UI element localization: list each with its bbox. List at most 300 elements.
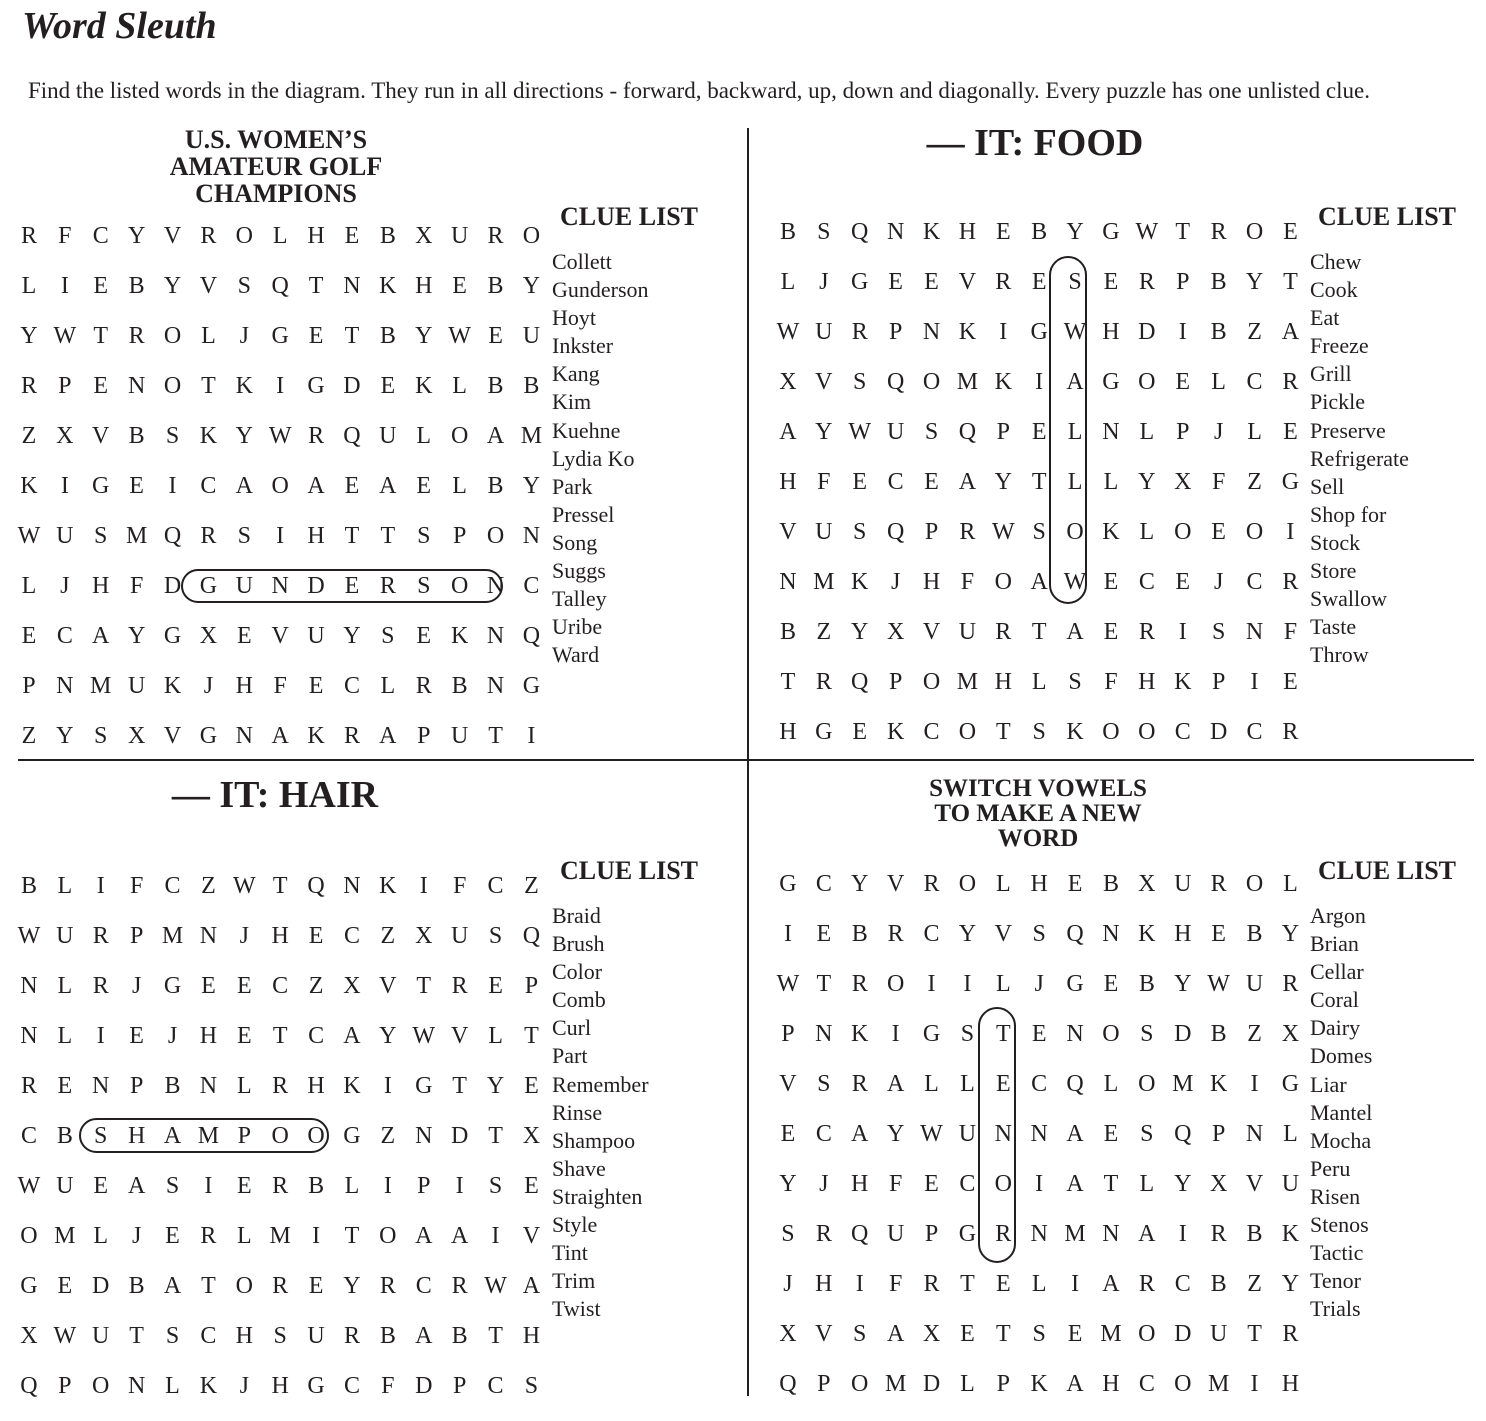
grid-letter[interactable]: O (1245, 519, 1264, 545)
grid-letter[interactable]: T (524, 1023, 539, 1049)
grid-letter[interactable]: E (1103, 971, 1119, 997)
grid-letter[interactable]: P (237, 1123, 251, 1149)
grid-letter[interactable]: L (21, 573, 37, 599)
grid-letter[interactable]: G (199, 573, 218, 599)
grid-letter[interactable]: S (165, 423, 180, 449)
grid-letter[interactable]: J (1034, 971, 1044, 997)
grid-letter[interactable]: Y (127, 623, 146, 649)
grid-letter[interactable]: H (415, 273, 433, 299)
grid-letter[interactable]: O (1138, 719, 1156, 745)
grid-letter[interactable]: H (815, 1271, 833, 1297)
grid-letter[interactable]: Q (343, 423, 361, 449)
grid-letter[interactable]: N (127, 373, 146, 399)
grid-letter[interactable]: S (165, 1323, 180, 1349)
grid-letter[interactable]: A (486, 423, 505, 449)
grid-letter[interactable]: J (60, 573, 70, 599)
grid-letter[interactable]: P (888, 319, 903, 345)
grid-letter[interactable]: N (779, 569, 797, 595)
grid-letter[interactable]: R (487, 223, 504, 249)
grid-letter[interactable]: K (199, 1373, 218, 1399)
grid-letter[interactable]: G (851, 269, 869, 295)
grid-letter[interactable]: B (451, 1323, 468, 1349)
grid-letter[interactable]: B (487, 473, 504, 499)
grid-letter[interactable]: S (853, 369, 867, 395)
grid-letter[interactable]: M (813, 569, 835, 595)
grid-letter[interactable]: S (1211, 619, 1226, 645)
grid-letter[interactable]: A (779, 419, 797, 445)
grid-letter[interactable]: L (57, 873, 73, 899)
grid-letter[interactable]: N (1102, 419, 1120, 445)
grid-letter[interactable]: U (92, 1323, 110, 1349)
grid-letter[interactable]: R (451, 973, 468, 999)
grid-letter[interactable]: A (886, 1071, 905, 1097)
grid-letter[interactable]: U (379, 423, 397, 449)
grid-letter[interactable]: D (450, 1123, 469, 1149)
grid-letter[interactable]: M (269, 1223, 291, 1249)
grid-letter[interactable]: T (93, 323, 109, 349)
grid-letter[interactable]: I (419, 873, 428, 899)
grid-letter[interactable]: E (93, 373, 109, 399)
grid-letter[interactable]: O (1102, 719, 1120, 745)
grid-letter[interactable]: C (1138, 1371, 1155, 1397)
grid-letter[interactable]: L (1139, 1171, 1155, 1197)
grid-letter[interactable]: H (779, 719, 797, 745)
grid-letter[interactable]: I (276, 373, 285, 399)
grid-letter[interactable]: J (1213, 419, 1224, 445)
grid-letter[interactable]: R (995, 619, 1012, 645)
grid-letter[interactable]: Q (958, 419, 977, 445)
grid-letter[interactable]: V (815, 1321, 833, 1347)
grid-letter[interactable]: E (780, 1121, 796, 1147)
grid-letter[interactable]: C (887, 469, 904, 495)
grid-letter[interactable]: M (54, 1223, 76, 1249)
grid-letter[interactable]: L (995, 971, 1011, 997)
grid-letter[interactable]: N (1066, 1021, 1084, 1047)
grid-letter[interactable]: H (127, 1123, 146, 1149)
grid-letter[interactable]: C (200, 473, 217, 499)
grid-letter[interactable]: N (415, 1123, 433, 1149)
grid-letter[interactable]: Q (1174, 1121, 1192, 1147)
grid-letter[interactable]: P (58, 373, 72, 399)
grid-letter[interactable]: H (994, 669, 1012, 695)
grid-letter[interactable]: S (1068, 669, 1082, 695)
grid-letter[interactable]: M (1064, 1221, 1086, 1247)
grid-letter[interactable]: P (817, 1371, 831, 1397)
grid-letter[interactable]: F (129, 873, 144, 899)
grid-letter[interactable]: N (20, 1023, 38, 1049)
grid-letter[interactable]: I (455, 1173, 464, 1199)
grid-letter[interactable]: C (1246, 369, 1263, 395)
grid-letter[interactable]: W (1207, 971, 1230, 997)
grid-letter[interactable]: A (127, 1173, 146, 1199)
grid-letter[interactable]: V (779, 1071, 797, 1097)
grid-letter[interactable]: O (235, 223, 253, 249)
grid-letter[interactable]: E (344, 223, 360, 249)
grid-letter[interactable]: E (416, 623, 432, 649)
grid-letter[interactable]: R (20, 373, 37, 399)
grid-letter[interactable]: Z (1247, 1271, 1262, 1297)
grid-letter[interactable]: H (1102, 1371, 1120, 1397)
grid-letter[interactable]: K (20, 473, 38, 499)
grid-letter[interactable]: R (995, 269, 1012, 295)
grid-letter[interactable]: B (164, 1073, 181, 1099)
grid-letter[interactable]: X (1174, 469, 1192, 495)
grid-letter[interactable]: U (235, 573, 253, 599)
grid-letter[interactable]: Y (958, 921, 977, 947)
grid-letter[interactable]: U (450, 723, 469, 749)
grid-letter[interactable]: F (888, 1171, 903, 1197)
grid-letter[interactable]: T (995, 1321, 1011, 1347)
grid-letter[interactable]: E (1031, 419, 1047, 445)
grid-letter[interactable]: E (129, 473, 144, 499)
grid-letter[interactable]: K (1138, 921, 1156, 947)
grid-letter[interactable]: Y (779, 1171, 797, 1197)
grid-letter[interactable]: X (886, 619, 905, 645)
grid-letter[interactable]: C (343, 673, 360, 699)
grid-letter[interactable]: G (815, 719, 833, 745)
grid-letter[interactable]: L (1067, 469, 1083, 495)
grid-letter[interactable]: S (817, 219, 831, 245)
grid-letter[interactable]: B (128, 1273, 145, 1299)
grid-letter[interactable]: E (816, 921, 832, 947)
grid-letter[interactable]: D (343, 373, 361, 399)
grid-letter[interactable]: D (922, 1371, 941, 1397)
grid-letter[interactable]: V (92, 423, 110, 449)
grid-letter[interactable]: E (344, 573, 360, 599)
grid-letter[interactable]: X (20, 1323, 38, 1349)
grid-letter[interactable]: N (92, 1073, 110, 1099)
grid-letter[interactable]: H (307, 1073, 325, 1099)
grid-letter[interactable]: S (237, 523, 251, 549)
grid-letter[interactable]: V (1245, 1171, 1264, 1197)
grid-letter[interactable]: K (1066, 719, 1084, 745)
grid-letter[interactable]: O (851, 1371, 869, 1397)
grid-letter[interactable]: C (487, 1373, 504, 1399)
grid-letter[interactable]: T (416, 973, 432, 999)
grid-letter[interactable]: R (128, 323, 145, 349)
grid-letter[interactable]: K (1209, 1071, 1228, 1097)
grid-letter[interactable]: J (167, 1023, 178, 1049)
grid-letter[interactable]: R (451, 1273, 468, 1299)
grid-letter[interactable]: R (1210, 871, 1227, 897)
grid-letter[interactable]: N (522, 523, 541, 549)
grid-letter[interactable]: U (450, 923, 469, 949)
grid-letter[interactable]: O (1066, 519, 1084, 545)
grid-letter[interactable]: C (164, 873, 181, 899)
grid-letter[interactable]: N (271, 573, 289, 599)
grid-letter[interactable]: C (815, 1121, 832, 1147)
grid-letter[interactable]: W (17, 523, 41, 549)
grid-letter[interactable]: L (93, 1223, 109, 1249)
grid-letter[interactable]: I (1035, 1171, 1044, 1197)
grid-letter[interactable]: R (308, 423, 325, 449)
grid-letter[interactable]: I (1178, 319, 1187, 345)
grid-letter[interactable]: Q (163, 523, 182, 549)
grid-letter[interactable]: G (163, 623, 182, 649)
grid-letter[interactable]: O (1174, 519, 1192, 545)
grid-letter[interactable]: E (1175, 369, 1191, 395)
grid-letter[interactable]: C (1031, 1071, 1048, 1097)
grid-letter[interactable]: N (486, 623, 505, 649)
grid-letter[interactable]: U (886, 1221, 905, 1247)
grid-letter[interactable]: H (522, 1323, 541, 1349)
grid-letter[interactable]: O (307, 1123, 325, 1149)
grid-letter[interactable]: R (1210, 1221, 1227, 1247)
grid-letter[interactable]: E (995, 1271, 1011, 1297)
grid-letter[interactable]: R (343, 723, 360, 749)
grid-letter[interactable]: N (127, 1373, 146, 1399)
grid-letter[interactable]: T (344, 323, 360, 349)
grid-letter[interactable]: B (20, 873, 37, 899)
grid-letter[interactable]: O (1245, 871, 1264, 897)
grid-letter[interactable]: L (1211, 369, 1226, 395)
grid-letter[interactable]: N (486, 673, 505, 699)
grid-letter[interactable]: V (199, 273, 218, 299)
grid-letter[interactable]: O (450, 423, 469, 449)
grid-letter[interactable]: L (1031, 1271, 1047, 1297)
grid-letter[interactable]: E (924, 1171, 939, 1197)
grid-letter[interactable]: S (524, 1373, 539, 1399)
grid-letter[interactable]: F (1104, 669, 1118, 695)
grid-letter[interactable]: X (779, 1321, 797, 1347)
grid-letter[interactable]: W (232, 873, 256, 899)
grid-letter[interactable]: N (886, 219, 905, 245)
grid-letter[interactable]: E (308, 1273, 324, 1299)
grid-letter[interactable]: B (523, 373, 540, 399)
grid-letter[interactable]: P (417, 723, 431, 749)
grid-letter[interactable]: N (1030, 1121, 1048, 1147)
grid-letter[interactable]: V (994, 921, 1012, 947)
grid-letter[interactable]: W (412, 1023, 436, 1049)
grid-letter[interactable]: O (886, 971, 905, 997)
grid-letter[interactable]: V (522, 1223, 541, 1249)
grid-letter[interactable]: R (272, 1173, 289, 1199)
grid-letter[interactable]: C (1246, 569, 1263, 595)
grid-letter[interactable]: T (129, 1323, 144, 1349)
grid-letter[interactable]: X (127, 723, 146, 749)
grid-letter[interactable]: P (996, 1371, 1010, 1397)
grid-letter[interactable]: Z (380, 923, 396, 949)
grid-letter[interactable]: B (1031, 219, 1048, 245)
grid-letter[interactable]: Y (20, 323, 38, 349)
grid-letter[interactable]: K (1030, 1371, 1048, 1397)
grid-letter[interactable]: E (416, 473, 432, 499)
grid-letter[interactable]: G (779, 871, 797, 897)
grid-letter[interactable]: S (1032, 519, 1046, 545)
grid-letter[interactable]: A (415, 1323, 433, 1349)
grid-letter[interactable]: I (168, 473, 177, 499)
grid-letter[interactable]: I (999, 319, 1008, 345)
grid-letter[interactable]: S (1068, 269, 1082, 295)
grid-letter[interactable]: F (1283, 619, 1298, 645)
grid-letter[interactable]: H (271, 1373, 289, 1399)
grid-letter[interactable]: E (488, 323, 503, 349)
grid-letter[interactable]: L (995, 871, 1011, 897)
grid-letter[interactable]: I (855, 1271, 864, 1297)
grid-letter[interactable]: E (236, 1173, 252, 1199)
grid-letter[interactable]: E (924, 469, 939, 495)
grid-letter[interactable]: N (994, 1121, 1012, 1147)
grid-letter[interactable]: S (1140, 1021, 1154, 1047)
grid-letter[interactable]: T (344, 523, 360, 549)
grid-letter[interactable]: G (958, 1221, 977, 1247)
grid-letter[interactable]: K (235, 373, 253, 399)
grid-letter[interactable]: R (1282, 569, 1299, 595)
grid-letter[interactable]: P (452, 523, 467, 549)
grid-letter[interactable]: K (922, 219, 941, 245)
grid-letter[interactable]: O (271, 1123, 289, 1149)
grid-letter[interactable]: N (199, 1073, 218, 1099)
grid-letter[interactable]: K (379, 273, 397, 299)
grid-letter[interactable]: H (1030, 871, 1048, 897)
grid-letter[interactable]: K (307, 723, 325, 749)
grid-letter[interactable]: P (924, 519, 939, 545)
grid-letter[interactable]: E (1103, 619, 1119, 645)
grid-letter[interactable]: E (1283, 419, 1298, 445)
grid-letter[interactable]: L (1103, 469, 1119, 495)
grid-letter[interactable]: A (1066, 619, 1084, 645)
grid-letter[interactable]: P (452, 1373, 467, 1399)
grid-letter[interactable]: O (486, 523, 505, 549)
grid-letter[interactable]: E (308, 323, 324, 349)
grid-letter[interactable]: S (273, 1323, 287, 1349)
grid-letter[interactable]: P (22, 673, 36, 699)
grid-letter[interactable]: C (523, 573, 540, 599)
grid-letter[interactable]: B (308, 1173, 325, 1199)
grid-letter[interactable]: F (817, 469, 831, 495)
grid-letter[interactable]: M (197, 1123, 220, 1149)
grid-letter[interactable]: B (451, 673, 468, 699)
grid-letter[interactable]: Y (1174, 1171, 1192, 1197)
grid-letter[interactable]: G (1102, 369, 1120, 395)
grid-letter[interactable]: E (1283, 219, 1298, 245)
grid-letter[interactable]: G (343, 1123, 361, 1149)
grid-letter[interactable]: R (1282, 719, 1299, 745)
grid-letter[interactable]: A (163, 1273, 182, 1299)
grid-letter[interactable]: O (1245, 219, 1264, 245)
grid-letter[interactable]: G (415, 1073, 433, 1099)
grid-letter[interactable]: B (1102, 871, 1119, 897)
grid-letter[interactable]: M (125, 523, 148, 549)
grid-letter[interactable]: S (781, 1221, 795, 1247)
grid-letter[interactable]: A (163, 1123, 182, 1149)
grid-letter[interactable]: T (452, 1073, 467, 1099)
grid-letter[interactable]: I (1178, 1221, 1187, 1247)
grid-letter[interactable]: K (851, 1021, 869, 1047)
grid-letter[interactable]: A (1066, 1121, 1084, 1147)
grid-letter[interactable]: Q (886, 369, 905, 395)
grid-letter[interactable]: D (1174, 1021, 1192, 1047)
grid-letter[interactable]: Z (308, 973, 324, 999)
grid-letter[interactable]: O (522, 223, 541, 249)
grid-letter[interactable]: A (343, 1023, 361, 1049)
grid-letter[interactable]: L (780, 269, 796, 295)
grid-letter[interactable]: H (235, 1323, 253, 1349)
grid-letter[interactable]: S (417, 523, 431, 549)
grid-letter[interactable]: J (890, 569, 901, 595)
grid-letter[interactable]: O (163, 323, 182, 349)
grid-letter[interactable]: P (888, 669, 903, 695)
grid-letter[interactable]: N (1102, 921, 1120, 947)
grid-letter[interactable]: Q (851, 1221, 869, 1247)
grid-letter[interactable]: A (379, 723, 397, 749)
grid-letter[interactable]: Z (1247, 319, 1262, 345)
grid-letter[interactable]: G (1030, 319, 1048, 345)
grid-letter[interactable]: U (958, 1121, 977, 1147)
grid-letter[interactable]: C (20, 1123, 37, 1149)
grid-letter[interactable]: M (884, 1371, 907, 1397)
grid-letter[interactable]: G (1281, 1071, 1300, 1097)
grid-letter[interactable]: Y (815, 419, 833, 445)
grid-letter[interactable]: J (783, 1271, 793, 1297)
grid-letter[interactable]: V (886, 871, 905, 897)
grid-letter[interactable]: N (343, 273, 361, 299)
grid-letter[interactable]: E (1211, 519, 1226, 545)
grid-letter[interactable]: U (56, 523, 74, 549)
grid-letter[interactable]: B (487, 273, 504, 299)
grid-letter[interactable]: A (379, 473, 397, 499)
grid-letter[interactable]: Q (271, 273, 289, 299)
grid-letter[interactable]: R (959, 519, 976, 545)
grid-letter[interactable]: Y (851, 871, 869, 897)
grid-letter[interactable]: E (93, 273, 109, 299)
grid-letter[interactable]: E (524, 1073, 539, 1099)
grid-letter[interactable]: A (886, 1321, 905, 1347)
grid-letter[interactable]: R (200, 223, 217, 249)
grid-letter[interactable]: E (236, 973, 252, 999)
grid-letter[interactable]: F (960, 569, 975, 595)
grid-letter[interactable]: L (236, 1223, 252, 1249)
grid-letter[interactable]: N (56, 673, 74, 699)
grid-letter[interactable]: I (1035, 369, 1044, 395)
grid-letter[interactable]: A (307, 473, 325, 499)
grid-letter[interactable]: X (1281, 1021, 1300, 1047)
grid-letter[interactable]: E (1103, 269, 1119, 295)
grid-letter[interactable]: E (1067, 871, 1083, 897)
grid-letter[interactable]: I (1178, 619, 1187, 645)
grid-letter[interactable]: T (1031, 619, 1047, 645)
grid-letter[interactable]: Y (1281, 1271, 1300, 1297)
grid-letter[interactable]: L (201, 323, 216, 349)
grid-letter[interactable]: R (343, 1323, 360, 1349)
grid-letter[interactable]: T (201, 1273, 216, 1299)
grid-letter[interactable]: S (1032, 719, 1046, 745)
grid-letter[interactable]: C (487, 873, 504, 899)
grid-letter[interactable]: V (271, 623, 289, 649)
grid-letter[interactable]: Z (380, 1123, 396, 1149)
grid-letter[interactable]: V (163, 723, 182, 749)
grid-letter[interactable]: C (1174, 1271, 1191, 1297)
grid-letter[interactable]: S (924, 419, 939, 445)
grid-letter[interactable]: B (1138, 971, 1155, 997)
grid-letter[interactable]: D (92, 1273, 110, 1299)
grid-letter[interactable]: J (239, 1373, 249, 1399)
grid-letter[interactable]: H (235, 673, 253, 699)
grid-letter[interactable]: N (1245, 619, 1264, 645)
grid-letter[interactable]: Y (127, 223, 146, 249)
grid-letter[interactable]: I (60, 273, 69, 299)
grid-letter[interactable]: R (272, 1273, 289, 1299)
grid-letter[interactable]: L (236, 1073, 252, 1099)
grid-letter[interactable]: N (1245, 1121, 1264, 1147)
grid-letter[interactable]: O (163, 373, 182, 399)
grid-letter[interactable]: T (344, 1223, 360, 1249)
grid-letter[interactable]: O (994, 1171, 1012, 1197)
grid-letter[interactable]: E (236, 1023, 252, 1049)
grid-letter[interactable]: F (1211, 469, 1226, 495)
grid-letter[interactable]: M (1100, 1321, 1122, 1347)
grid-letter[interactable]: R (92, 923, 109, 949)
